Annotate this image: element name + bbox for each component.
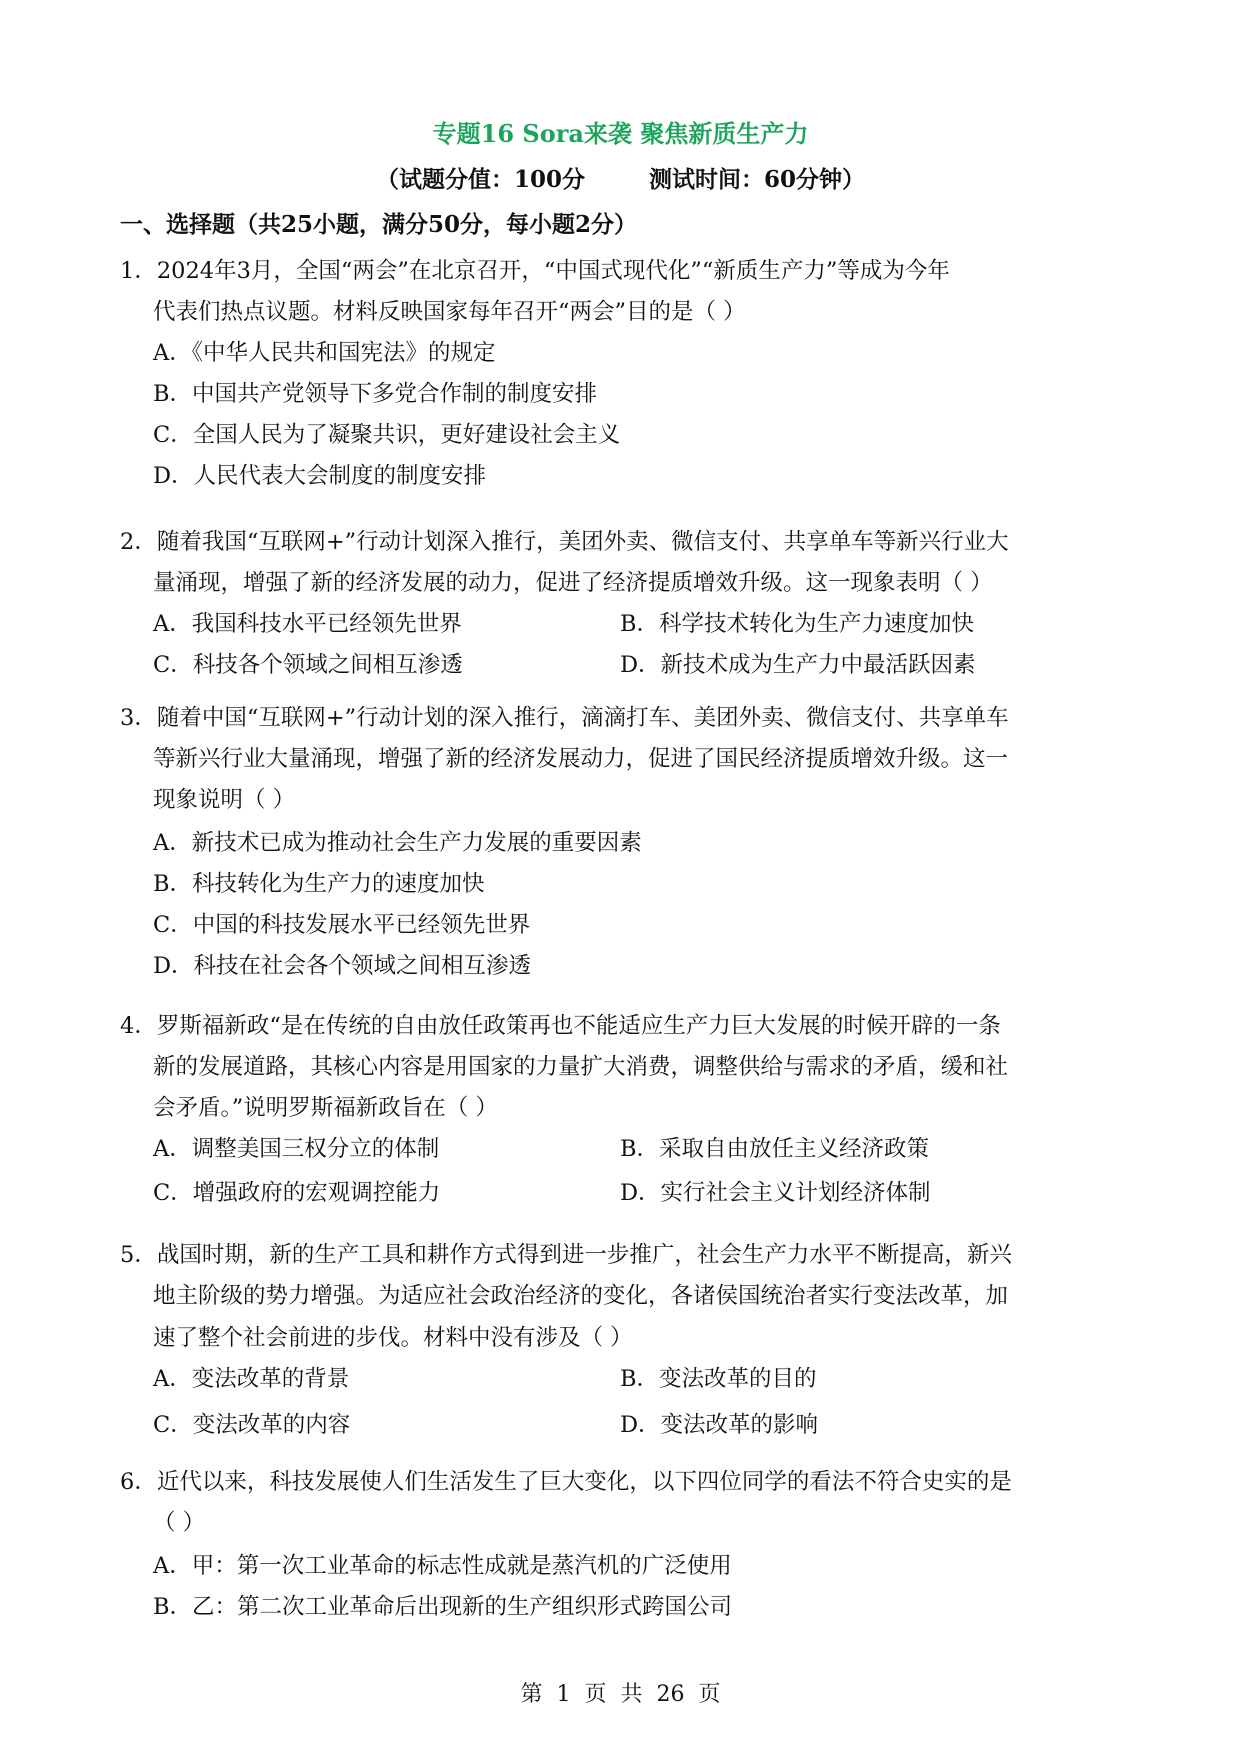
question-3-option-b: B．科技转化为生产力的速度加快 bbox=[153, 871, 485, 897]
question-5-line-3: 速了整个社会前进的步伐。材料中没有涉及（ ） bbox=[153, 1325, 633, 1351]
question-1-line-1: 1．2024年3月，全国“两会”在北京召开，“中国式现代化”“新质生产力”等成为今年 bbox=[120, 258, 950, 284]
question-3-option-d: D．科技在社会各个领域之间相互渗透 bbox=[153, 953, 532, 979]
question-2-option-b: B．科学技术转化为生产力速度加快 bbox=[620, 611, 975, 637]
question-5-line-1: 5．战国时期，新的生产工具和耕作方式得到进一步推广，社会生产力水平不断提高，新兴 bbox=[120, 1242, 1012, 1268]
question-1-line-2: 代表们热点议题。材料反映国家每年召开“两会”目的是（ ） bbox=[153, 299, 746, 325]
question-6-line-1: 6．近代以来，科技发展使人们生活发生了巨大变化，以下四位同学的看法不符合史实的是 bbox=[120, 1469, 1012, 1495]
question-5-option-c: C．变法改革的内容 bbox=[153, 1412, 351, 1438]
question-2-line-2: 量涌现，增强了新的经济发展的动力，促进了经济提质增效升级。这一现象表明（ ） bbox=[153, 570, 993, 596]
question-1-option-a: A．《中华人民共和国宪法》的规定 bbox=[153, 340, 496, 366]
page-title: 专题16 Sora来袭 聚焦新质生产力 bbox=[432, 119, 809, 148]
question-4-option-c: C．增强政府的宏观调控能力 bbox=[153, 1180, 441, 1206]
question-3-option-a: A．新技术已成为推动社会生产力发展的重要因素 bbox=[153, 830, 642, 856]
question-4-line-3: 会矛盾。”说明罗斯福新政旨在（ ） bbox=[153, 1095, 498, 1121]
page-number: 第 1 页 共 26 页 bbox=[520, 1682, 721, 1707]
question-2-line-1: 2．随着我国“互联网+”行动计划深入推行，美团外卖、微信支付、共享单车等新兴行业大 bbox=[120, 529, 1009, 555]
question-4-option-b: B．采取自由放任主义经济政策 bbox=[620, 1136, 930, 1162]
question-1-option-c: C．全国人民为了凝聚共识，更好建设社会主义 bbox=[153, 422, 621, 448]
question-5-option-a: A．变法改革的背景 bbox=[153, 1366, 350, 1392]
question-2-option-c: C．科技各个领域之间相互渗透 bbox=[153, 652, 463, 678]
question-6-option-b: B．乙：第二次工业革命后出现新的生产组织形式跨国公司 bbox=[153, 1594, 733, 1620]
question-3-line-1: 3．随着中国“互联网+”行动计划的深入推行，滴滴打车、美团外卖、微信支付、共享单车 bbox=[120, 705, 1009, 731]
question-4-option-d: D．实行社会主义计划经济体制 bbox=[620, 1180, 931, 1206]
question-5-option-d: D．变法改革的影响 bbox=[620, 1412, 819, 1438]
exam-info: （试题分值：100分 测试时间：60分钟） bbox=[375, 166, 866, 193]
question-4-line-1: 4．罗斯福新政“是在传统的自由放任政策再也不能适应生产力巨大发展的时候开辟的一条 bbox=[120, 1013, 1001, 1039]
question-2-option-a: A．我国科技水平已经领先世界 bbox=[153, 611, 462, 637]
question-2-option-d: D．新技术成为生产力中最活跃因素 bbox=[620, 652, 976, 678]
question-4-line-2: 新的发展道路，其核心内容是用国家的力量扩大消费，调整供给与需求的矛盾，缓和社 bbox=[153, 1054, 1009, 1080]
question-3-option-c: C．中国的科技发展水平已经领先世界 bbox=[153, 912, 531, 938]
question-3-line-2: 等新兴行业大量涌现，增强了新的经济发展动力，促进了国民经济提质增效升级。这一 bbox=[153, 746, 1009, 772]
question-1-option-b: B．中国共产党领导下多党合作制的制度安排 bbox=[153, 381, 598, 407]
question-4-option-a: A．调整美国三权分立的体制 bbox=[153, 1136, 440, 1162]
question-6-line-2: （ ） bbox=[153, 1510, 206, 1536]
question-5-option-b: B．变法改革的目的 bbox=[620, 1366, 817, 1392]
question-6-option-a: A．甲：第一次工业革命的标志性成就是蒸汽机的广泛使用 bbox=[153, 1553, 732, 1579]
question-5-line-2: 地主阶级的势力增强。为适应社会政治经济的变化，各诸侯国统治者实行变法改革，加 bbox=[153, 1283, 1009, 1309]
question-1-option-d: D．人民代表大会制度的制度安排 bbox=[153, 463, 487, 489]
question-3-line-3: 现象说明（ ） bbox=[153, 787, 296, 813]
section-heading: 一、选择题（共25小题，满分50分，每小题2分） bbox=[120, 211, 638, 238]
